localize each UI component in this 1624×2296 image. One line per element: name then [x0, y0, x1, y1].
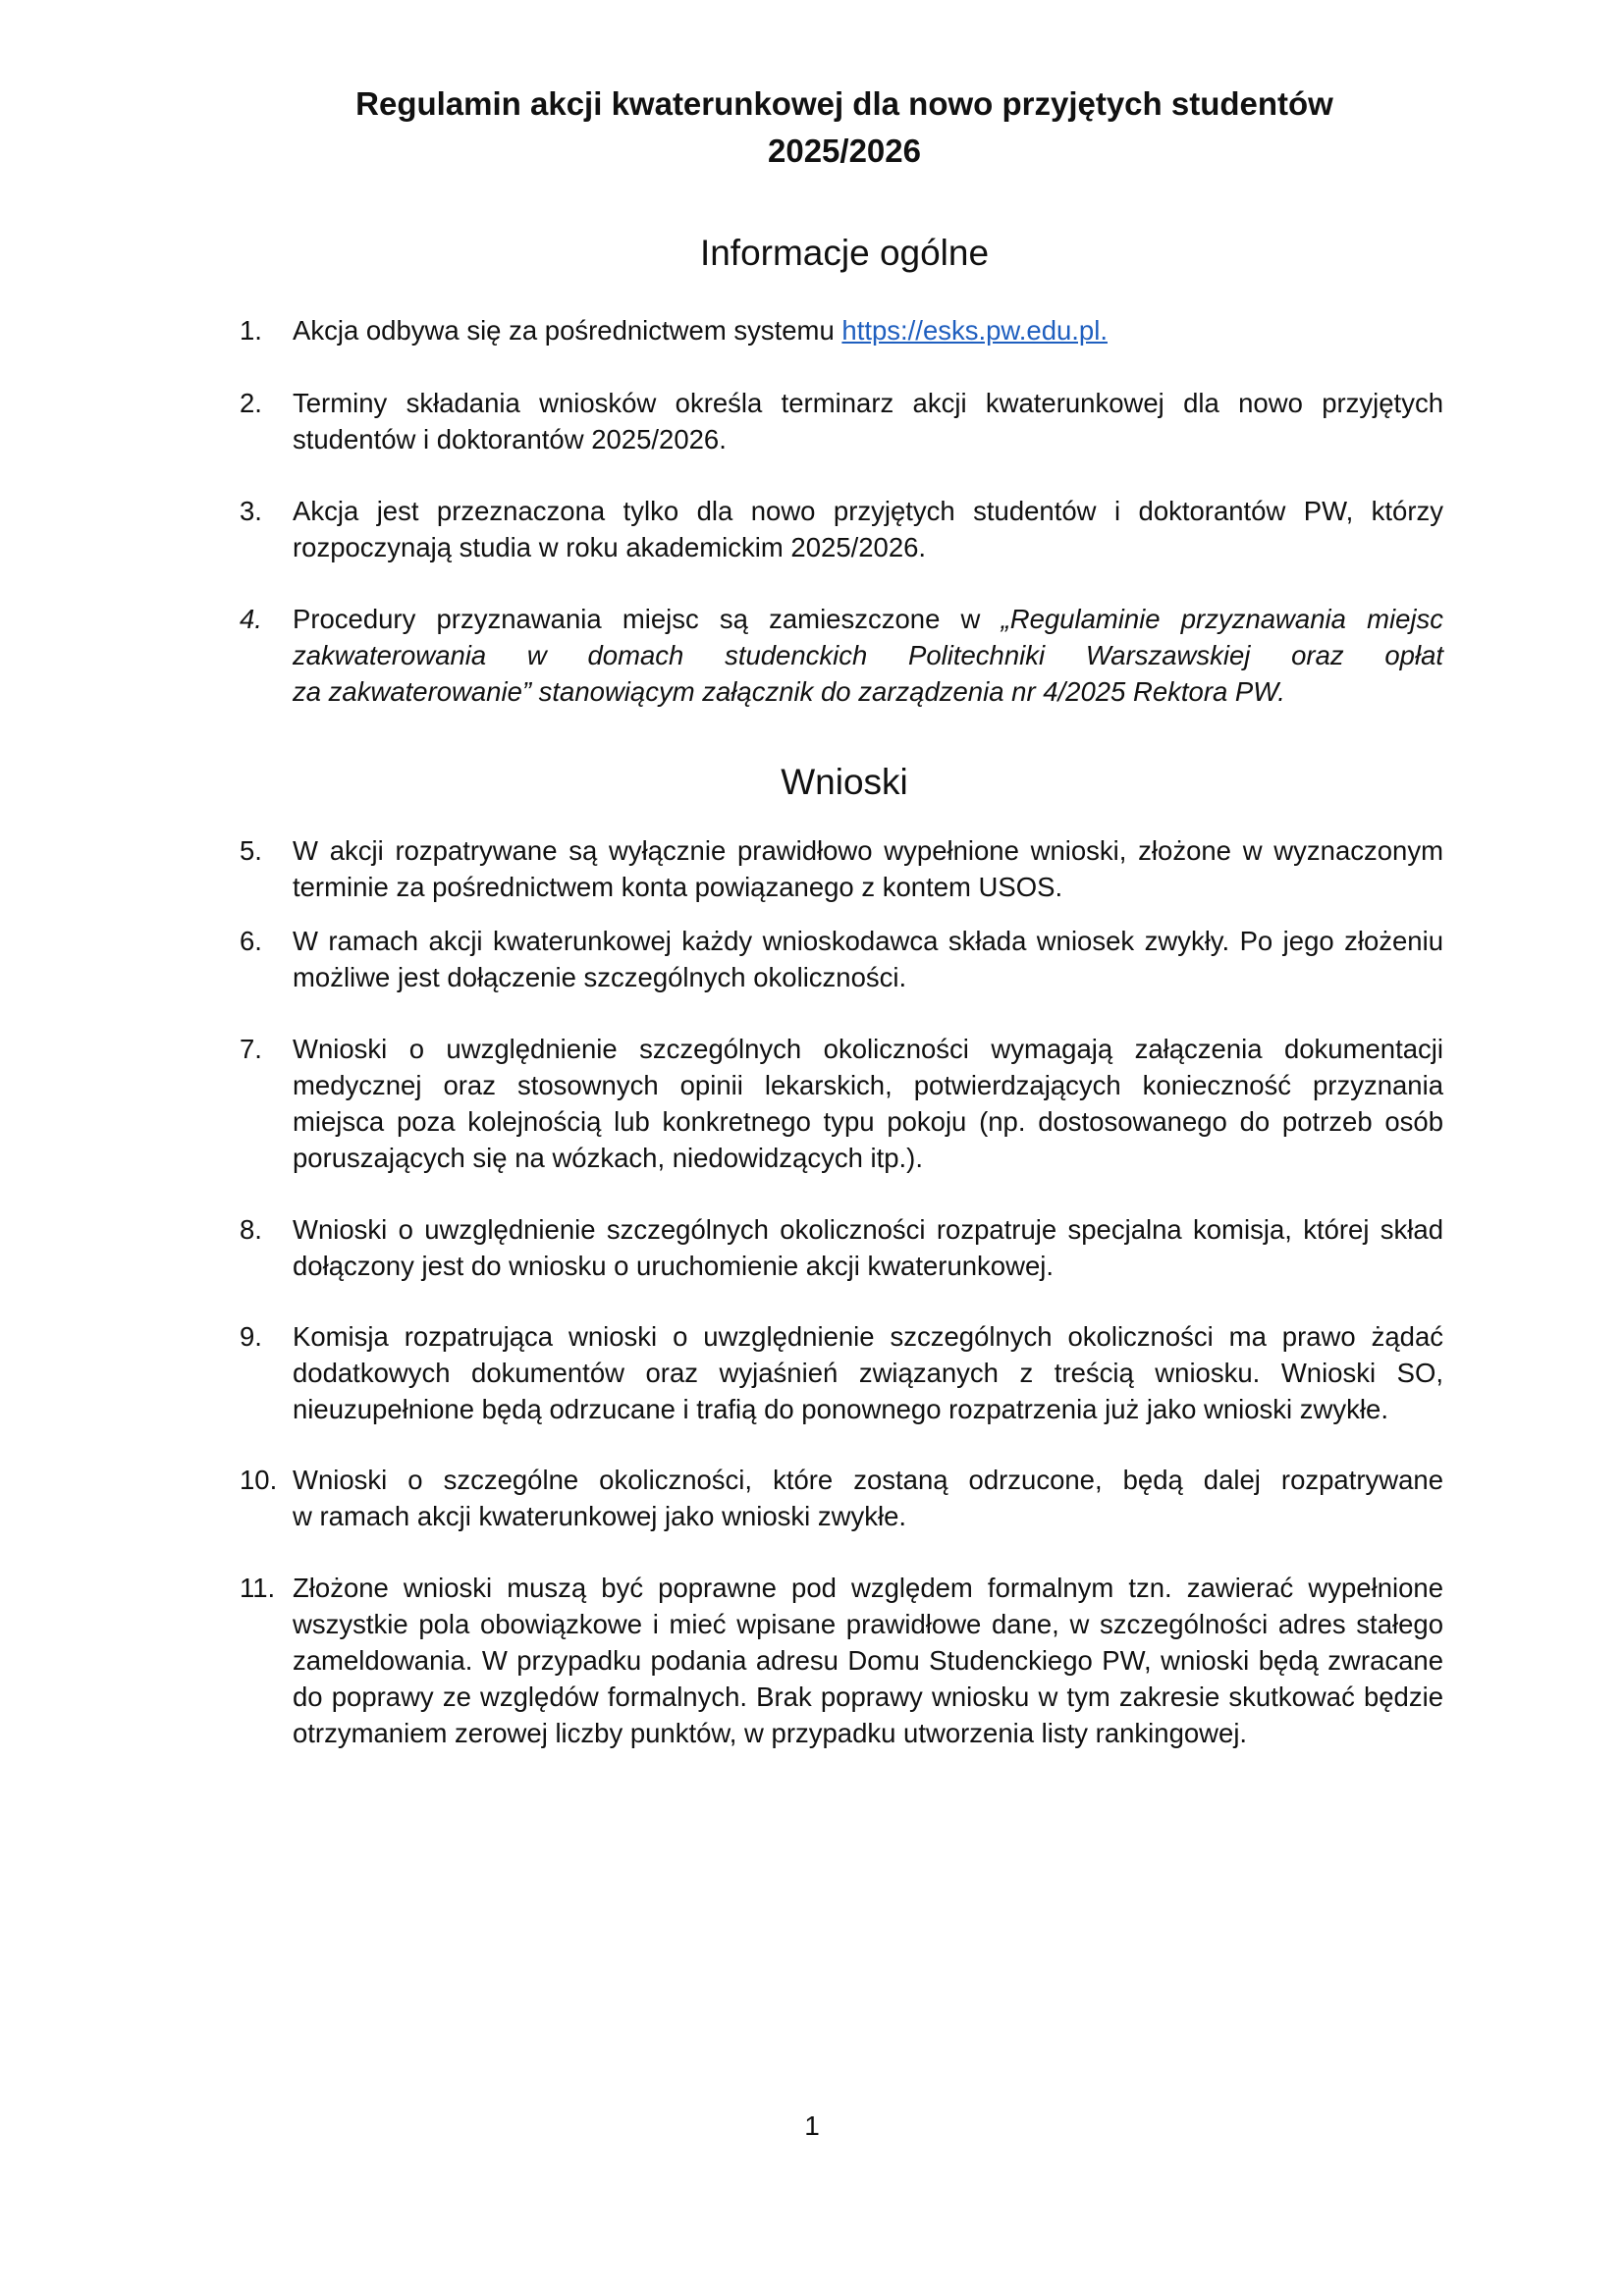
- item-line: rozpoczynają studia w roku akademickim 2025/2026.: [293, 532, 927, 562]
- item-number: 7.: [240, 1034, 262, 1064]
- item-line: dołączony jest do wniosku o uruchomienie akcji kwaterunkowej.: [293, 1251, 1054, 1281]
- item-line: Wnioski o uwzględnienie szczególnych okoliczności rozpatruje specjalna komisja, której skład: [293, 1214, 1443, 1245]
- item-number: 1.: [240, 315, 262, 346]
- item-line: Komisja rozpatrująca wnioski o uwzględnienie szczególnych okoliczności ma prawo żądać: [293, 1321, 1443, 1352]
- item-text: [293, 1031, 1443, 1176]
- item-line: Wnioski o uwzględnienie szczególnych okoliczności wymagają załączenia dokumentacji: [293, 1034, 1443, 1064]
- item-text: [293, 1462, 1443, 1534]
- item-line: W akcji rozpatrywane są wyłącznie prawidłowo wypełnione wnioski, złożone w wyznaczonym: [293, 835, 1443, 866]
- document-title-line2: 2025/2026: [768, 133, 921, 169]
- item-line: Terminy składania wniosków określa terminarz akcji kwaterunkowej dla nowo przyjętych: [293, 388, 1443, 418]
- item-line: medycznej oraz stosownych opinii lekarskich, potwierdzających konieczność przyznania: [293, 1070, 1443, 1100]
- item-number: 6.: [240, 926, 262, 956]
- item-line: Akcja jest przeznaczona tylko dla nowo przyjętych studentów i doktorantów PW, którzy: [293, 496, 1443, 526]
- page-number: 1: [804, 2110, 820, 2141]
- item-text: [293, 1318, 1443, 1427]
- item-line: studentów i doktorantów 2025/2026.: [293, 424, 727, 454]
- item-line: wszystkie pola obowiązkowe i mieć wpisane prawidłowe dane, w szczególności adres stałego: [293, 1609, 1443, 1639]
- item-line: w ramach akcji kwaterunkowej jako wnioski zwykłe.: [293, 1501, 907, 1531]
- item-text: [293, 601, 1443, 710]
- document-title-line1: Regulamin akcji kwaterunkowej dla nowo przyjętych studentów: [355, 85, 1333, 122]
- section-heading-applications: Wnioski: [781, 762, 908, 802]
- item-text: [293, 493, 1443, 565]
- document-title: [245, 80, 1443, 175]
- item-line: zakwaterowania w domach studenckich Politechniki Warszawskiej oraz opłat: [293, 640, 1443, 670]
- item-text: [293, 1570, 1443, 1751]
- section-heading-general: Informacje ogólne: [699, 233, 990, 273]
- item-text-part: Akcja odbywa się za pośrednictwem systemu: [293, 315, 842, 346]
- item-text: [293, 832, 1443, 905]
- item-line: do poprawy ze względów formalnych. Brak poprawy wniosku w tym zakresie skutkować będzie: [293, 1682, 1443, 1712]
- item-text: [293, 923, 1443, 995]
- item-text: [293, 385, 1443, 457]
- item-number: 10.: [240, 1465, 278, 1495]
- item-number: 5.: [240, 835, 262, 866]
- item-text-italic: „Regulaminie przyznawania miejsc: [1001, 604, 1443, 634]
- item-text: [293, 312, 1443, 348]
- item-line: nieuzupełnione będą odrzucane i trafią do ponownego rozpatrzenia już jako wnioski zwykłe.: [293, 1394, 1388, 1424]
- item-text: [293, 1211, 1443, 1284]
- item-number: 2.: [240, 388, 262, 418]
- item-number: 11.: [240, 1573, 276, 1603]
- item-number: 3.: [240, 496, 262, 526]
- item-line: miejsca poza kolejnością lub konkretnego typu pokoju (np. dostosowanego do potrzeb osób: [293, 1106, 1443, 1137]
- item-line: W ramach akcji kwaterunkowej każdy wnioskodawca składa wniosek zwykły. Po jego złożeniu: [293, 926, 1443, 956]
- item-line: terminie za pośrednictwem konta powiązanego z kontem USOS.: [293, 872, 1063, 902]
- item-line: możliwe jest dołączenie szczególnych okoliczności.: [293, 962, 907, 992]
- item-text-part: Procedury przyznawania miejsc są zamieszczone w: [293, 604, 1001, 634]
- item-line: Wnioski o szczególne okoliczności, które zostaną odrzucone, będą dalej rozpatrywane: [293, 1465, 1443, 1495]
- item-line: za zakwaterowanie” stanowiącym załącznik do zarządzenia nr 4/2025 Rektora PW.: [293, 676, 1285, 707]
- item-number: 8.: [240, 1214, 262, 1245]
- item-line: zameldowania. W przypadku podania adresu Domu Studenckiego PW, wnioski będą zwracane: [293, 1645, 1443, 1676]
- esks-link[interactable]: https://esks.pw.edu.pl.: [841, 315, 1108, 346]
- item-number: 9.: [240, 1321, 262, 1352]
- item-number: 4.: [240, 604, 262, 634]
- item-line: Złożone wnioski muszą być poprawne pod względem formalnym tzn. zawierać wypełnione: [293, 1573, 1443, 1603]
- item-line: poruszających się na wózkach, niedowidzących itp.).: [293, 1143, 923, 1173]
- item-line: otrzymaniem zerowej liczby punktów, w przypadku utworzenia listy rankingowej.: [293, 1718, 1248, 1748]
- item-line: dodatkowych dokumentów oraz wyjaśnień związanych z treścią wniosku. Wnioski SO,: [293, 1358, 1443, 1388]
